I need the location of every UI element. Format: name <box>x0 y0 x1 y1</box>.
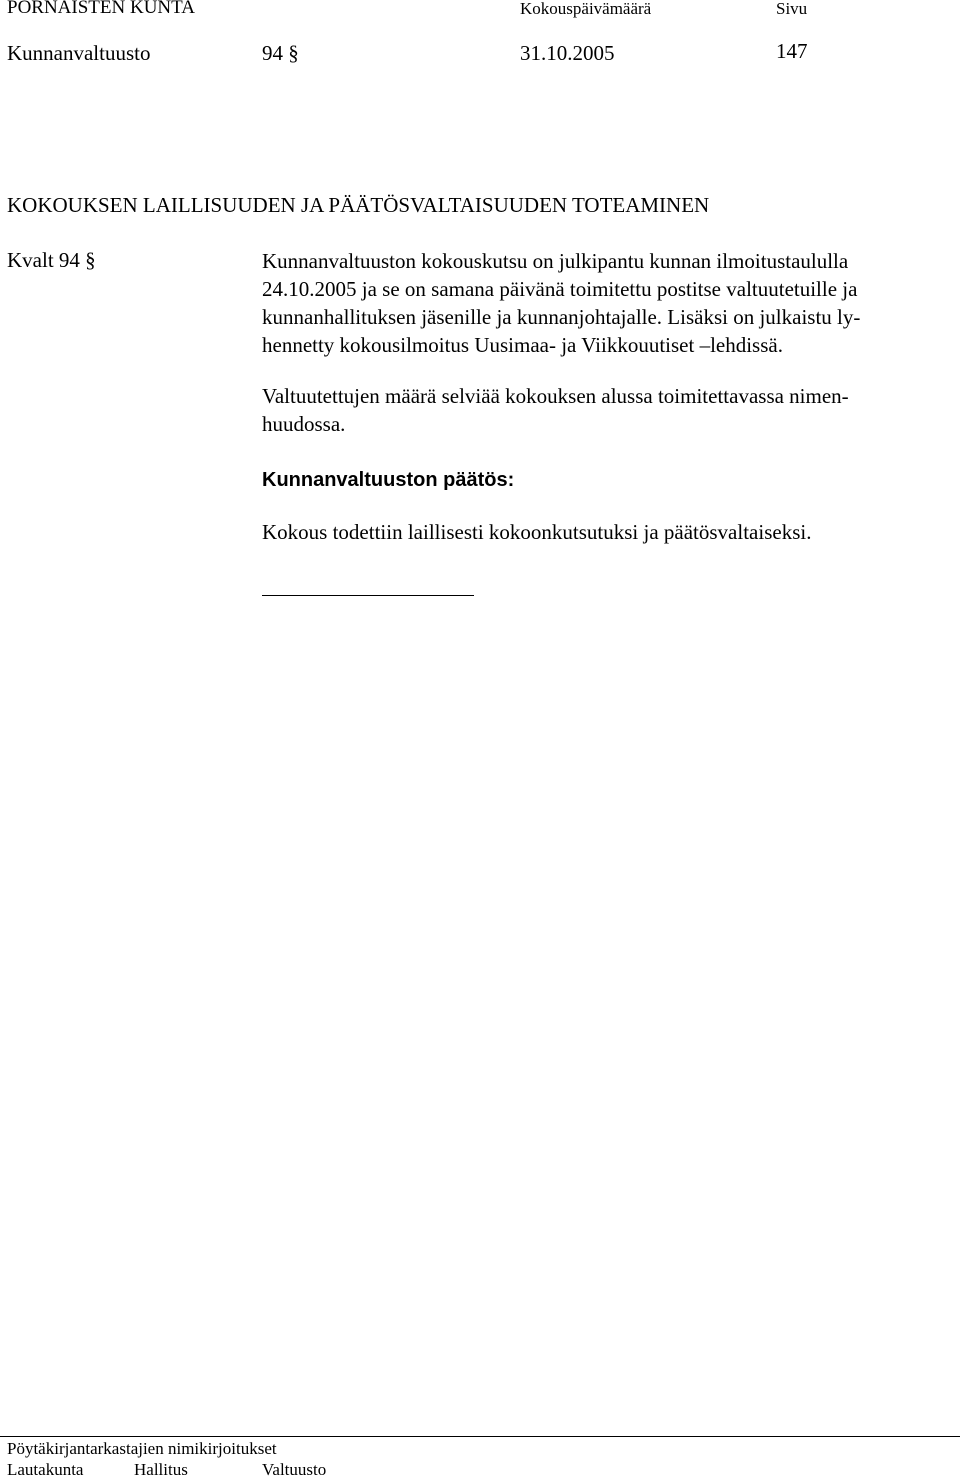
section-number: 94 § <box>262 41 299 65</box>
paragraph-line: hennetty kokousilmoitus Uusimaa- ja Viikkouutiset –lehdissä. <box>262 333 783 357</box>
decision-heading: Kunnanvaltuuston päätös: <box>262 469 515 491</box>
item-label: Kvalt 94 § <box>7 248 96 272</box>
item-title: KOKOUKSEN LAILLISUUDEN JA PÄÄTÖSVALTAISUUDEN TOTEAMINEN <box>7 193 710 217</box>
signatures-label: Pöytäkirjantarkastajien nimikirjoitukset <box>7 1439 277 1458</box>
paragraph-line: huudossa. <box>262 412 346 436</box>
paragraph-2 <box>262 382 942 438</box>
footer-column-hallitus: Hallitus <box>134 1460 188 1479</box>
municipality-name: PORNAISTEN KUNTA <box>7 0 195 18</box>
paragraph-line: Kunnanvaltuuston kokouskutsu on julkipantu kunnan ilmoitustaululla <box>262 249 849 273</box>
body-name: Kunnanvaltuusto <box>7 41 151 65</box>
section-sign: § <box>288 41 299 65</box>
end-rule <box>262 595 474 596</box>
paragraph-line: 24.10.2005 ja se on samana päivänä toimitettu postitse valtuutetuille ja <box>262 277 858 301</box>
paragraph-line: Valtuutettujen määrä selviää kokouksen alussa toimitettavassa nimen- <box>262 384 849 408</box>
page-number: 147 <box>776 39 808 63</box>
meeting-date-label: Kokouspäivämäärä <box>520 0 652 18</box>
paragraph-1 <box>262 247 942 359</box>
footer-column-valtuusto: Valtuusto <box>262 1460 327 1479</box>
page-label: Sivu <box>776 0 808 18</box>
footer-column-lautakunta: Lautakunta <box>7 1460 84 1479</box>
footer-rule <box>0 1436 960 1437</box>
decision-text: Kokous todettiin laillisesti kokoonkutsutuksi ja päätösvaltaiseksi. <box>262 520 812 544</box>
paragraph-line: kunnanhallituksen jäsenille ja kunnanjohtajalle. Lisäksi on julkaistu ly- <box>262 305 861 329</box>
meeting-date: 31.10.2005 <box>520 41 615 65</box>
